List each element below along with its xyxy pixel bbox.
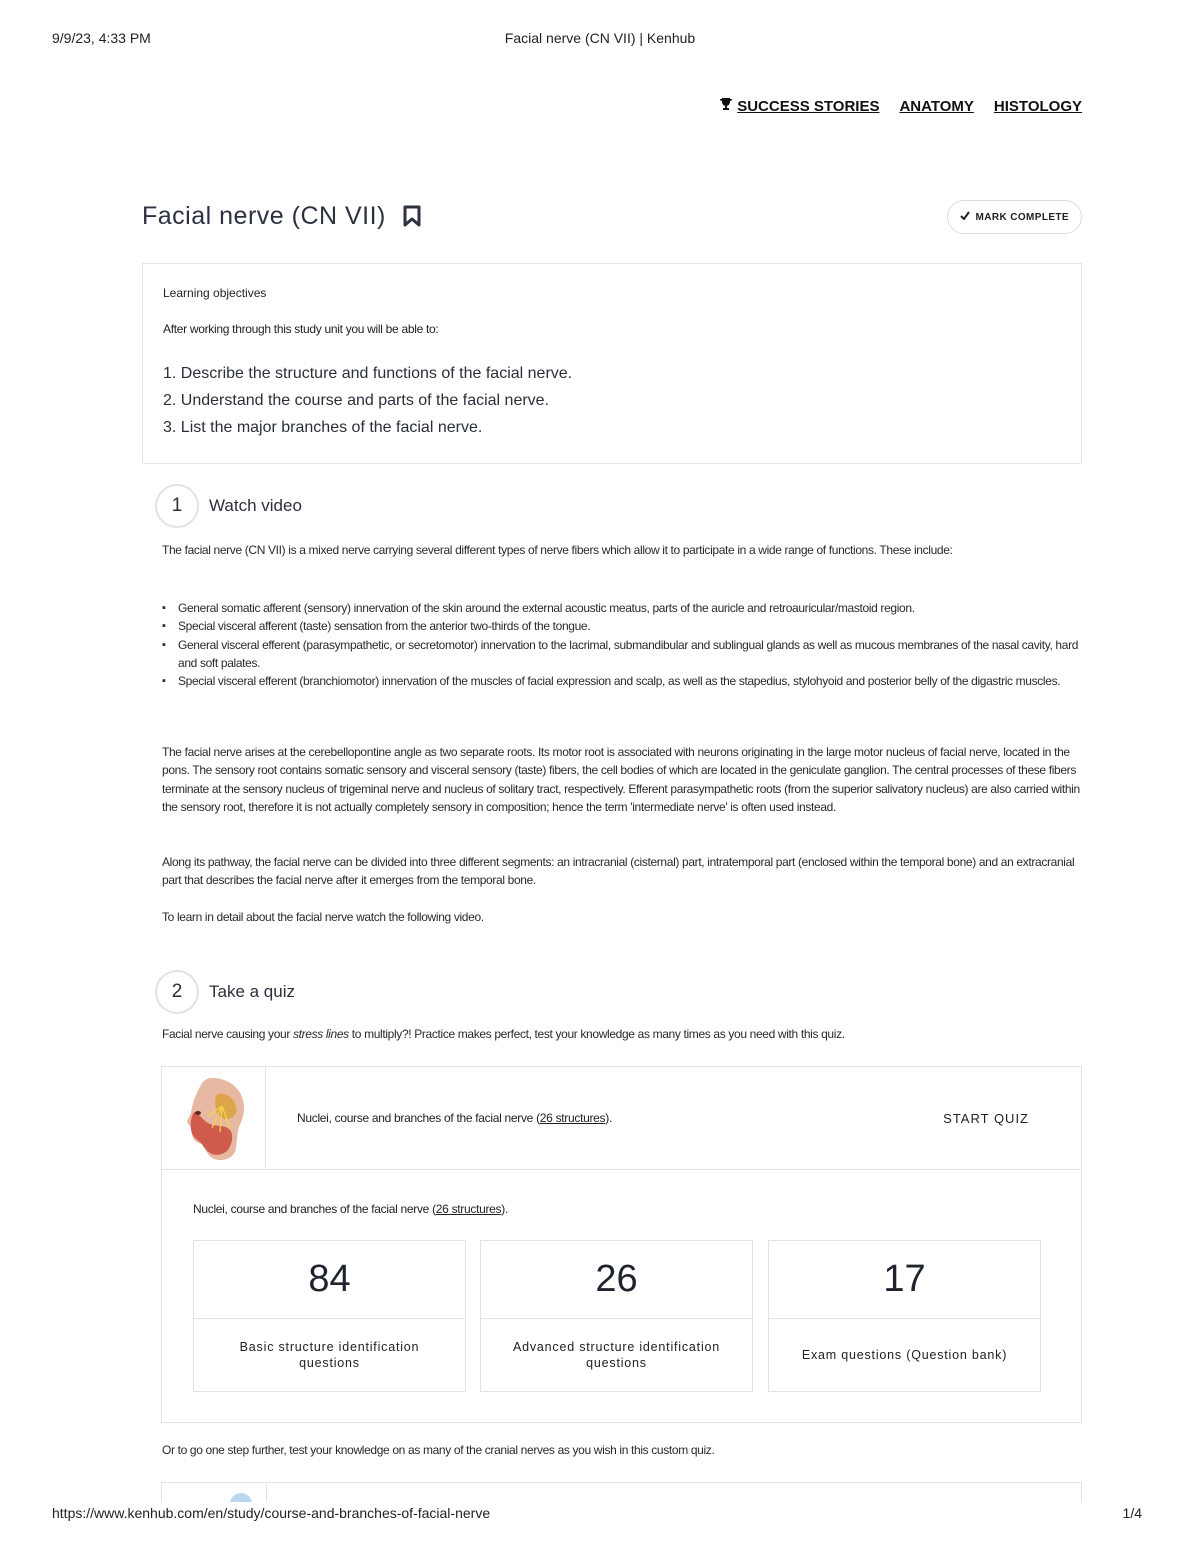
- list-item: ▪ Special visceral afferent (taste) sensation from the anterior two-thirds of the tongue.: [162, 617, 1082, 635]
- stat-label: Basic structure identification questions: [239, 1340, 420, 1370]
- print-datetime: 9/9/23, 4:33 PM: [52, 30, 151, 46]
- step-label: Watch video: [209, 496, 302, 515]
- step2-intro-text: Facial nerve causing your: [162, 1027, 293, 1041]
- quiz-name-suffix: ).: [605, 1111, 612, 1125]
- structures-link[interactable]: 26 structures: [539, 1111, 606, 1125]
- print-header: [52, 30, 1148, 48]
- stat-basic-identification[interactable]: [193, 1240, 466, 1392]
- print-doc-title: Facial nerve (CN VII) | Kenhub: [504, 30, 696, 46]
- step1-paragraph-video: To learn in detail about the facial nerve watch the following video.: [162, 910, 484, 924]
- stat-label: Exam questions (Question bank): [801, 1348, 1008, 1362]
- stat-advanced-identification[interactable]: [480, 1240, 753, 1392]
- list-item: ▪ General visceral efferent (parasympathetic, or secretomotor) innervation to the lacrimal, submandibular and sublingual glands as well as mucous membranes of the nasal cavity, hard and soft palates.: [162, 636, 1082, 673]
- quiz-stats-title-text: Nuclei, course and branches of the facial nerve (: [193, 1202, 436, 1216]
- stat-value: 84: [194, 1241, 465, 1319]
- step2-intro-emphasis: stress lines: [292, 1027, 349, 1041]
- print-url: https://www.kenhub.com/en/study/course-and-branches-of-facial-nerve: [52, 1505, 491, 1521]
- page-title-wrap: [142, 202, 421, 234]
- nav-histology[interactable]: HISTOLOGY: [993, 98, 1082, 115]
- step-label: Take a quiz: [209, 982, 295, 1001]
- step2-intro-text-end: to multiply?! Practice makes perfect, test your knowledge as many times as you need with this quiz.: [348, 1027, 845, 1041]
- custom-quiz-card[interactable]: [161, 1482, 1082, 1502]
- objectives-list: [163, 360, 1061, 441]
- start-quiz-button[interactable]: START QUIZ: [943, 1110, 1029, 1126]
- head-anatomy-image: [174, 1072, 254, 1164]
- stat-value: 17: [769, 1241, 1040, 1319]
- objectives-label: Learning objectives: [163, 286, 267, 300]
- step2-intro: [162, 1025, 1082, 1043]
- objective-item: 2. Understand the course and parts of the facial nerve.: [163, 392, 550, 409]
- checkmark-icon: [960, 211, 970, 223]
- nav-success-stories[interactable]: [719, 97, 879, 116]
- quiz-stats-title: [193, 1202, 508, 1216]
- objective-item: 3. List the major branches of the facial nerve.: [163, 419, 483, 436]
- quiz-card: [161, 1066, 1082, 1170]
- mark-complete-button[interactable]: [947, 200, 1082, 234]
- nav-success-stories-label: SUCCESS STORIES: [737, 98, 880, 115]
- step1-paragraph-roots: The facial nerve arises at the cerebellopontine angle as two separate roots. Its motor root is associated with neurons originating in the large motor nucleus of facial nerve, located in the pons. The sensory root contains somatic sensory and visceral sensory (taste) fibers, the cell bodies of which are located in the geniculate ganglion. The central processes of these fibers terminate at the sensory nucleus of trigeminal nerve and nucleus of solitary tract, respectively. Efferent parasympathetic roots (from the superior salivatory nucleus) are also carried within the sensory root, therefore it is not actually completely sensory in composition; hence the term 'intermediate nerve' is often used instead.: [162, 745, 1080, 814]
- custom-quiz-thumbnail: [230, 1493, 252, 1502]
- objective-item: 1. Describe the structure and functions of the facial nerve.: [163, 365, 573, 382]
- top-nav: [719, 97, 1082, 116]
- quiz-name: [297, 1111, 943, 1125]
- functions-list: [162, 599, 1082, 690]
- print-footer: [52, 1505, 1148, 1523]
- step-watch-video: [155, 484, 302, 528]
- trophy-icon: [719, 97, 733, 116]
- objectives-intro: After working through this study unit you will be able to:: [163, 322, 439, 336]
- page-title-row: [142, 198, 1082, 238]
- mark-complete-label: MARK COMPLETE: [975, 211, 1069, 223]
- print-page-number: 1/4: [1122, 1505, 1142, 1521]
- quiz-stats-title-suffix: ).: [501, 1202, 508, 1216]
- step1-paragraph-segments: Along its pathway, the facial nerve can be divided into three different segments: an intracranial (cisternal) part, intratemporal part (enclosed within the temporal bone) and an extracranial part that describes the facial nerve after it emerges from the temporal bone.: [162, 855, 1075, 888]
- custom-quiz-text: Or to go one step further, test your knowledge on as many of the cranial nerves as you wish in this custom quiz.: [162, 1443, 715, 1457]
- list-item: ▪ General somatic afferent (sensory) innervation of the skin around the external acoustic meatus, parts of the auricle and retroauricular/mastoid region.: [162, 599, 1082, 617]
- quiz-thumbnail[interactable]: [162, 1067, 266, 1169]
- stat-value: 26: [481, 1241, 752, 1319]
- step-take-quiz: [155, 970, 295, 1014]
- step-number: 1: [155, 484, 199, 528]
- bookmark-icon[interactable]: [403, 205, 421, 234]
- card-divider: [266, 1483, 267, 1502]
- stat-label: Advanced structure identification questions: [512, 1340, 721, 1370]
- page-title: Facial nerve (CN VII): [142, 202, 386, 230]
- nav-anatomy[interactable]: ANATOMY: [899, 98, 974, 115]
- step1-intro: The facial nerve (CN VII) is a mixed nerve carrying several different types of nerve fibers which allow it to participate in a wide range of functions. These include:: [162, 543, 953, 557]
- learning-objectives: [142, 263, 1082, 464]
- stat-exam-questions[interactable]: [768, 1240, 1041, 1392]
- quiz-stats: [161, 1170, 1082, 1423]
- list-item: ▪ Special visceral efferent (branchiomotor) innervation of the muscles of facial expression and scalp, as well as the stapedius, stylohyoid and posterior belly of the digastric muscles.: [162, 672, 1082, 690]
- structures-link[interactable]: 26 structures: [435, 1202, 502, 1216]
- functions-list-wrap: [162, 599, 1082, 690]
- quiz-name-text: Nuclei, course and branches of the facial nerve (: [297, 1111, 540, 1125]
- step-number: 2: [155, 970, 199, 1014]
